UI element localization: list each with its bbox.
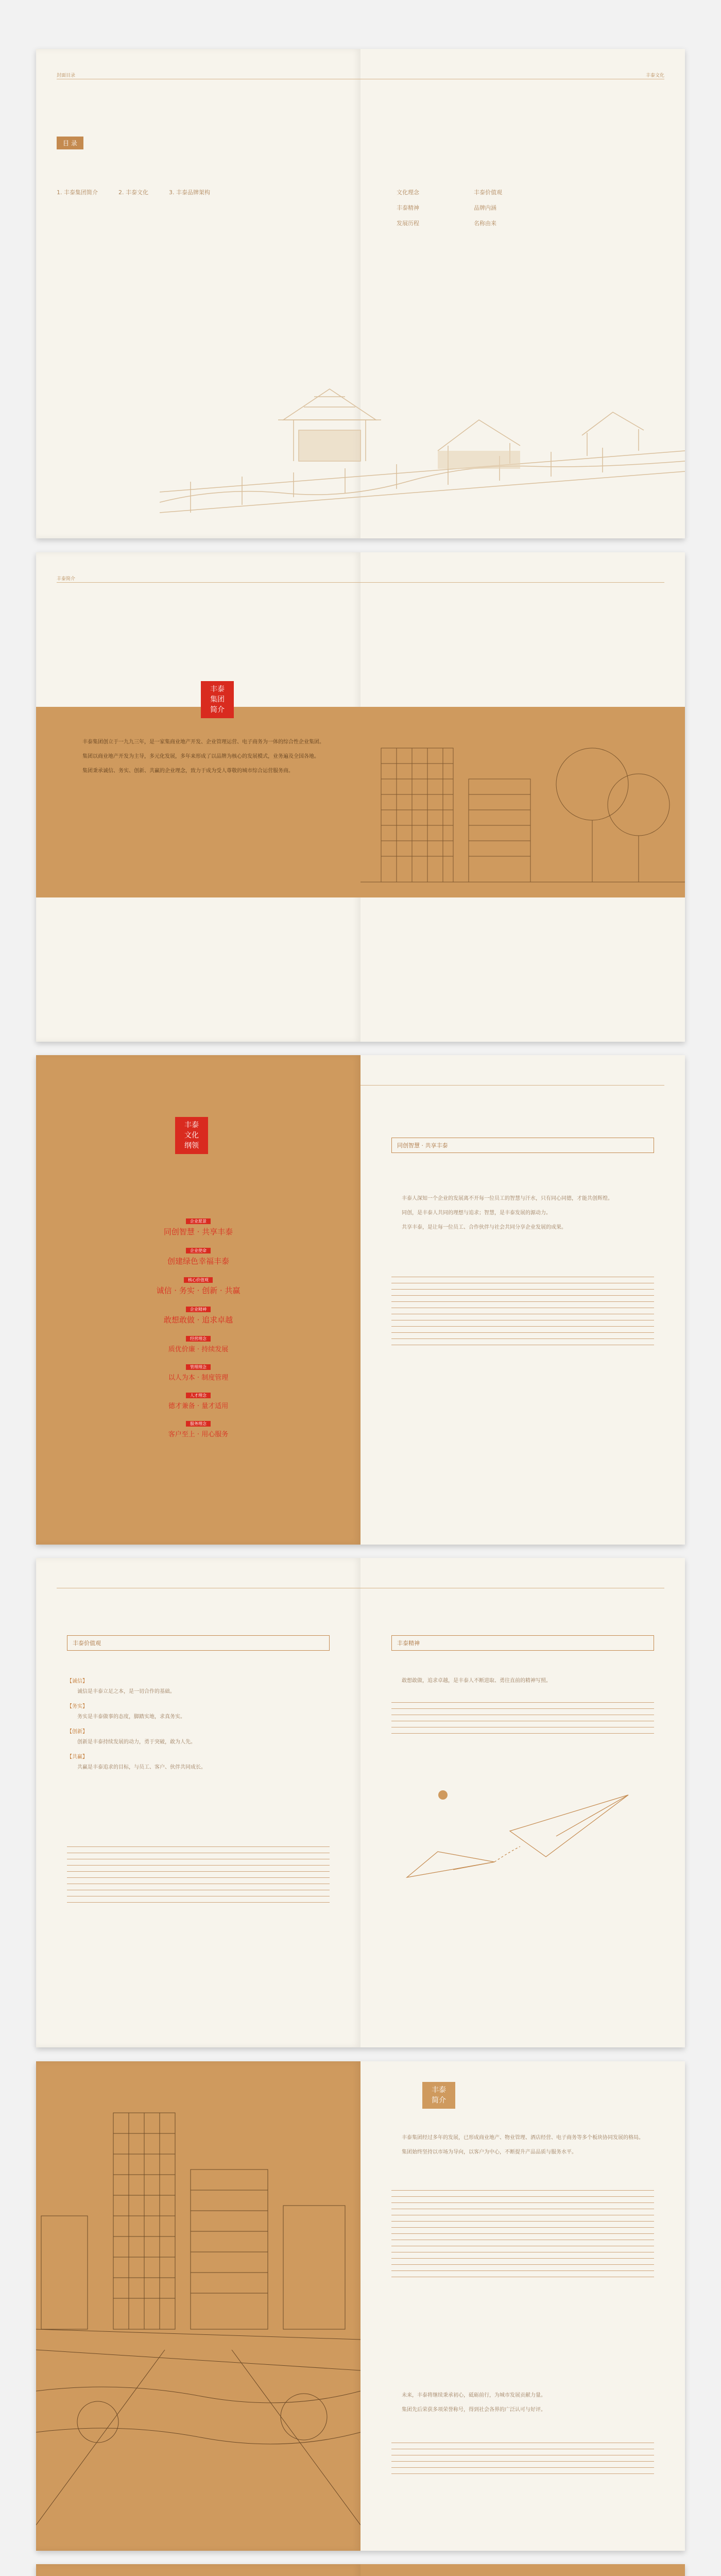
culture-row: 服务理念 客户至上 · 用心服务 <box>168 1421 229 1438</box>
culture-left-page <box>36 1055 360 1545</box>
paragraph: 务实是丰泰做事的态度，脚踏实地，求真务实。 <box>77 1714 185 1720</box>
paragraph: 同创，是丰泰人共同的理想与追求；智慧，是丰泰发展的源动力。 <box>402 1210 551 1216</box>
paragraph: 集团以商业地产开发为主导，多元化发展，多年来形成了以品牌为核心的发展模式，业务遍及全国各地。 <box>82 754 319 759</box>
spread-brand <box>36 2564 685 2576</box>
paragraph: 诚信是丰泰立足之本，是一切合作的基础。 <box>77 1689 175 1694</box>
brand-left-page <box>36 2564 360 2576</box>
spread-culture <box>36 1055 685 1545</box>
group-paragraphs <box>391 2133 654 2162</box>
values-left-blocks <box>67 1676 330 1777</box>
paragraph: 丰泰人深知一个企业的发展离不开每一位员工的智慧与汗水，只有同心同德，才能共创辉煌。 <box>402 1196 613 1201</box>
culture-row: 核心价值观 诚信 · 务实 · 创新 · 共赢 <box>156 1278 241 1295</box>
toc-right-items <box>397 188 551 227</box>
culture-row: 企业使命 创建绿色幸福丰泰 <box>167 1248 229 1266</box>
spread-group <box>36 2061 685 2551</box>
culture-row: 经营理念 质优价廉 · 持续发展 <box>168 1336 229 1353</box>
header-rule <box>57 582 360 583</box>
architecture-illustration <box>160 358 685 523</box>
city-river-sketch <box>36 2061 360 2551</box>
culture-list <box>95 1215 301 1446</box>
text-lines <box>391 1702 654 1739</box>
culture-row: 企业愿景 同创智慧 · 共享丰泰 <box>163 1219 233 1236</box>
paragraph: 丰泰集团经过多年的发展，已形成商业地产、物业管理、酒店经营、电子商务等多个板块协同发展的格局。 <box>402 2135 644 2141</box>
header-rule <box>360 582 664 583</box>
toc-item[interactable]: 名称由来 <box>474 220 496 227</box>
culture-row: 管理理念 以人为本 · 制度管理 <box>168 1365 229 1382</box>
group-paragraphs-2 <box>391 2391 654 2420</box>
intro-paragraphs <box>72 738 330 781</box>
paragraph: 未来，丰泰将继续秉承初心，砥砺前行，为城市发展贡献力量。 <box>402 2393 546 2398</box>
intro-band <box>36 707 360 897</box>
text-lines <box>391 1277 654 1351</box>
group-stamp: 丰泰 简介 <box>422 2082 455 2109</box>
toc-item[interactable]: 1. 丰泰集团简介 <box>57 189 98 196</box>
section-label: 【共赢】 <box>67 1754 88 1760</box>
section-label: 【诚信】 <box>67 1679 88 1684</box>
paragraph: 敢想敢做，追求卓越，是丰泰人不断进取、勇往直前的精神写照。 <box>402 1678 551 1684</box>
paragraph: 共赢是丰泰追求的目标，与员工、客户、伙伴共同成长。 <box>77 1765 206 1770</box>
section-label: 【务实】 <box>67 1704 88 1709</box>
culture-row: 人才理念 德才兼备 · 量才适用 <box>168 1393 229 1410</box>
toc-item[interactable]: 3. 丰泰品牌架构 <box>169 189 210 196</box>
text-lines <box>391 2443 654 2480</box>
city-sketch <box>360 707 685 897</box>
intro-left-page <box>36 552 360 1042</box>
paragraph: 集团先后荣获多项荣誉称号，得到社会各界的广泛认可与好评。 <box>402 2407 546 2413</box>
toc-badge: 目 录 <box>57 137 83 149</box>
spread-intro <box>36 552 685 1042</box>
intro-header: 丰泰简介 <box>57 577 76 582</box>
values-left-title: 丰泰价值观 <box>67 1635 330 1651</box>
paragraph: 集团始终坚持以市场为导向，以客户为中心，不断提升产品品质与服务水平。 <box>402 2149 577 2155</box>
toc-item[interactable]: 丰泰精神 <box>397 205 419 211</box>
culture-stamp: 丰泰 文化 纲领 <box>175 1117 208 1154</box>
culture-right-page <box>360 1055 685 1545</box>
paper-plane-illustration <box>391 1774 659 1898</box>
paragraph: 丰泰集团创立于一九九三年，是一家集商业地产开发、企业管理运营、电子商务为一体的综合性企业集团。 <box>82 739 324 745</box>
paragraph: 共享丰泰，是让每一位员工、合作伙伴与社会共同分享企业发展的成果。 <box>402 1225 566 1230</box>
toc-item[interactable]: 发展历程 <box>397 220 419 227</box>
values-left-page <box>36 1558 360 2047</box>
toc-header-right: 丰泰文化 <box>645 73 664 78</box>
values-right-page <box>360 1558 685 2047</box>
culture-row: 企业精神 敢想敢做 · 追求卓越 <box>163 1307 233 1325</box>
spread-toc <box>36 49 685 538</box>
intro-right-page <box>360 552 685 1042</box>
intro-stamp: 丰泰 集团 简介 <box>201 681 234 718</box>
paragraph: 创新是丰泰持续发展的动力，勇于突破，敢为人先。 <box>77 1739 196 1745</box>
values-right-paragraphs <box>391 1676 654 1691</box>
toc-item[interactable]: 品牌内涵 <box>474 205 496 211</box>
toc-item[interactable]: 2. 丰泰文化 <box>118 189 148 196</box>
culture-right-title: 同创智慧 · 共享丰泰 <box>391 1138 654 1153</box>
paragraph: 集团秉承诚信、务实、创新、共赢的企业理念，致力于成为受人尊敬的城市综合运营服务商。 <box>82 768 294 774</box>
toc-header: 封面目录 <box>57 73 76 78</box>
toc-item[interactable]: 文化理念 <box>397 189 419 196</box>
text-lines <box>67 1846 330 1908</box>
culture-right-paragraphs <box>391 1194 654 1238</box>
group-left-page <box>36 2061 360 2551</box>
spread-values <box>36 1558 685 2047</box>
values-right-title: 丰泰精神 <box>391 1635 654 1651</box>
toc-left-items <box>57 188 210 196</box>
section-label: 【创新】 <box>67 1729 88 1735</box>
text-lines <box>391 2190 654 2283</box>
intro-photo <box>360 707 685 897</box>
group-right-page <box>360 2061 685 2551</box>
brand-right-page <box>360 2564 685 2576</box>
toc-item[interactable]: 丰泰价值观 <box>474 189 502 196</box>
header-rule <box>360 1085 664 1086</box>
